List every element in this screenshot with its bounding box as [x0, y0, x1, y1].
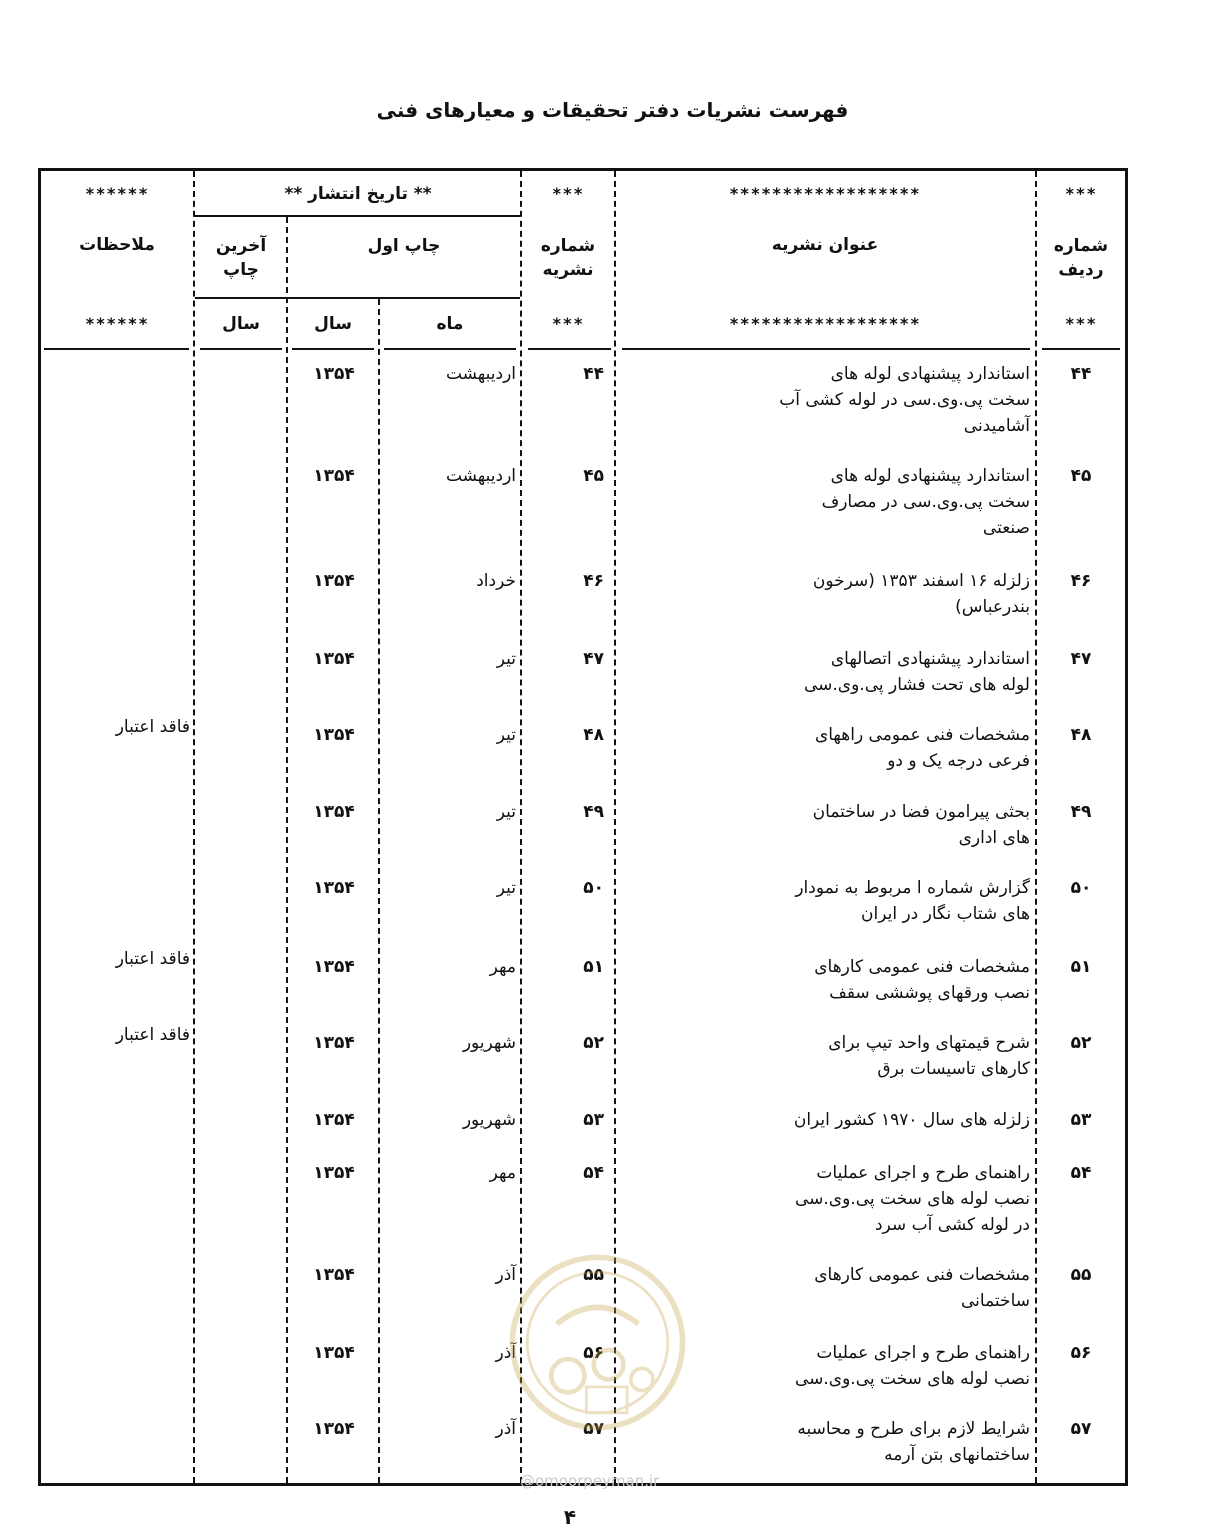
row-pub-number: ۴۴: [583, 364, 604, 384]
title-header: عنوان نشریه: [771, 235, 879, 255]
row-title-line: سخت پی.وی.سی در مصارف: [821, 492, 1030, 512]
row-month: تیر: [496, 878, 516, 898]
row-title-line: راهنمای طرح و اجرای عملیات: [816, 1163, 1030, 1183]
row-title-line: استاندارد پیشنهادی اتصالهای: [830, 649, 1030, 669]
row-title-line: مشخصات فنی عمومی کارهای: [814, 957, 1030, 977]
row-pub-number: ۴۵: [583, 466, 604, 486]
row-note: فاقد اعتبار: [115, 717, 190, 737]
row-year: ۱۳۵۴: [313, 1110, 355, 1130]
row-month: اردیبهشت: [445, 364, 516, 384]
row-title-line: گزارش شماره ا مربوط به نمودار: [795, 878, 1030, 898]
row-title-line: فرعی درجه یک و دو: [887, 751, 1030, 771]
seal-stamp-icon: [505, 1250, 690, 1435]
row-title-line: مشخصات فنی عمومی راههای: [814, 725, 1030, 745]
row-number: ۵۳: [1070, 1110, 1092, 1130]
row-title-line: نصب لوله های سخت پی.وی.سی: [794, 1369, 1030, 1389]
page-title: فهرست نشریات دفتر تحقیقات و معیارهای فنی: [376, 98, 849, 122]
publish-date-header: ** تاریخ انتشار **: [284, 184, 432, 204]
row-year: ۱۳۵۴: [313, 649, 355, 669]
row-note: فاقد اعتبار: [115, 949, 190, 969]
row-title-line: شرح قیمتهای واحد تیپ برای: [828, 1033, 1030, 1053]
row-year: ۱۳۵۴: [313, 725, 355, 745]
row-year: ۱۳۵۴: [313, 1343, 355, 1363]
row-month: تیر: [496, 802, 516, 822]
row-year: ۱۳۵۴: [313, 571, 355, 591]
row-note: فاقد اعتبار: [115, 1025, 190, 1045]
row-pub-number: ۵۳: [583, 1110, 604, 1130]
year-header: سال: [314, 314, 352, 334]
row-title-line: زلزله های سال ۱۹۷۰ کشور ایران: [793, 1110, 1030, 1130]
row-number: ۵۷: [1070, 1419, 1092, 1439]
row-pub-number: ۵۲: [583, 1033, 604, 1053]
row-title-line: آشامیدنی: [963, 416, 1030, 436]
row-year: ۱۳۵۴: [313, 1033, 355, 1053]
row-pub-number: ۵۷: [583, 1419, 604, 1439]
row-title-line: استاندارد پیشنهادی لوله های: [830, 364, 1030, 384]
row-month: خرداد: [476, 571, 516, 591]
title-stars-top: ******************: [729, 184, 921, 203]
row-month: آذر: [495, 1419, 516, 1439]
row-number: ۵۵: [1070, 1265, 1092, 1285]
row-title-line: شرایط لازم برای طرح و محاسبه: [797, 1419, 1030, 1439]
row-no-stars-top: ***: [1065, 184, 1097, 203]
page-number: ۴: [563, 1505, 577, 1529]
notes-stars-bottom: ******: [85, 314, 149, 333]
row-month: شهریور: [462, 1033, 516, 1053]
row-number: ۴۷: [1070, 649, 1092, 669]
last-year-header: سال: [222, 314, 260, 334]
row-pub-number: ۵۰: [583, 878, 604, 898]
notes-header: ملاحظات: [79, 235, 155, 255]
row-month: مهر: [489, 957, 516, 977]
row-number: ۵۱: [1070, 957, 1092, 977]
row-number: ۵۴: [1070, 1163, 1092, 1183]
row-pub-number: ۵۴: [583, 1163, 604, 1183]
row-number: ۵۰: [1070, 878, 1092, 898]
row-pub-number: ۴۷: [583, 649, 604, 669]
row-title-line: راهنمای طرح و اجرای عملیات: [816, 1343, 1030, 1363]
watermark-text: @omoorpeyman.ir: [520, 1472, 660, 1490]
row-title-line: های شتاب نگار در ایران: [861, 904, 1030, 924]
row-number: ۵۲: [1070, 1033, 1092, 1053]
row-number: ۴۴: [1070, 364, 1092, 384]
row-month: مهر: [489, 1163, 516, 1183]
row-year: ۱۳۵۴: [313, 466, 355, 486]
row-pub-number: ۴۸: [583, 725, 604, 745]
row-month: تیر: [496, 725, 516, 745]
row-title-line: ساختمانهای بتن آرمه: [884, 1445, 1030, 1465]
row-title-line: بندرعباس): [955, 597, 1030, 617]
row-title-line: سخت پی.وی.سی در لوله کشی آب: [779, 390, 1030, 410]
pubno-stars-bottom: ***: [552, 314, 584, 333]
row-no-header: شماره ردیف: [1053, 236, 1109, 280]
row-year: ۱۳۵۴: [313, 1265, 355, 1285]
row-title-line: نصب ورقهای پوششی سقف: [829, 983, 1030, 1003]
row-title-line: در لوله کشی آب سرد: [874, 1215, 1030, 1235]
row-title-line: صنعتی: [982, 518, 1030, 538]
row-title-line: استاندارد پیشنهادی لوله های: [830, 466, 1030, 486]
row-month: آذر: [495, 1343, 516, 1363]
last-print-header: آخرین چاپ: [215, 236, 267, 280]
row-title-line: کارهای تاسیسات برق: [877, 1059, 1030, 1079]
row-number: ۴۸: [1070, 725, 1092, 745]
row-title-line: بحثی پیرامون فضا در ساختمان: [812, 802, 1030, 822]
row-title-line: ساختمانی: [961, 1291, 1030, 1311]
pubno-stars-top: ***: [552, 184, 584, 203]
row-number: ۵۶: [1070, 1343, 1092, 1363]
row-year: ۱۳۵۴: [313, 364, 355, 384]
notes-stars-top: ******: [85, 184, 149, 203]
row-no-stars-bottom: ***: [1065, 314, 1097, 333]
row-year: ۱۳۵۴: [313, 1419, 355, 1439]
pubno-header: شماره نشریه: [540, 236, 596, 280]
row-number: ۴۶: [1070, 571, 1092, 591]
row-month: تیر: [496, 649, 516, 669]
first-print-header: چاپ اول: [367, 236, 441, 256]
row-month: آذر: [495, 1265, 516, 1285]
row-month: اردیبهشت: [445, 466, 516, 486]
row-year: ۱۳۵۴: [313, 1163, 355, 1183]
row-year: ۱۳۵۴: [313, 802, 355, 822]
row-title-line: نصب لوله های سخت پی.وی.سی: [794, 1189, 1030, 1209]
row-title-line: های اداری: [958, 828, 1030, 848]
row-title-line: زلزله ۱۶ اسفند ۱۳۵۳ (سرخون: [812, 571, 1030, 591]
title-stars-bottom: ******************: [729, 314, 921, 333]
row-pub-number: ۴۹: [583, 802, 604, 822]
row-month: شهریور: [462, 1110, 516, 1130]
row-title-line: مشخصات فنی عمومی کارهای: [814, 1265, 1030, 1285]
row-title-line: لوله های تحت فشار پی.وی.سی: [803, 675, 1030, 695]
row-number: ۴۹: [1070, 802, 1092, 822]
row-pub-number: ۵۶: [583, 1343, 604, 1363]
row-pub-number: ۴۶: [583, 571, 604, 591]
row-pub-number: ۵۵: [583, 1265, 604, 1285]
month-header: ماه: [436, 314, 464, 334]
row-year: ۱۳۵۴: [313, 878, 355, 898]
row-number: ۴۵: [1070, 466, 1092, 486]
row-year: ۱۳۵۴: [313, 957, 355, 977]
row-pub-number: ۵۱: [583, 957, 604, 977]
